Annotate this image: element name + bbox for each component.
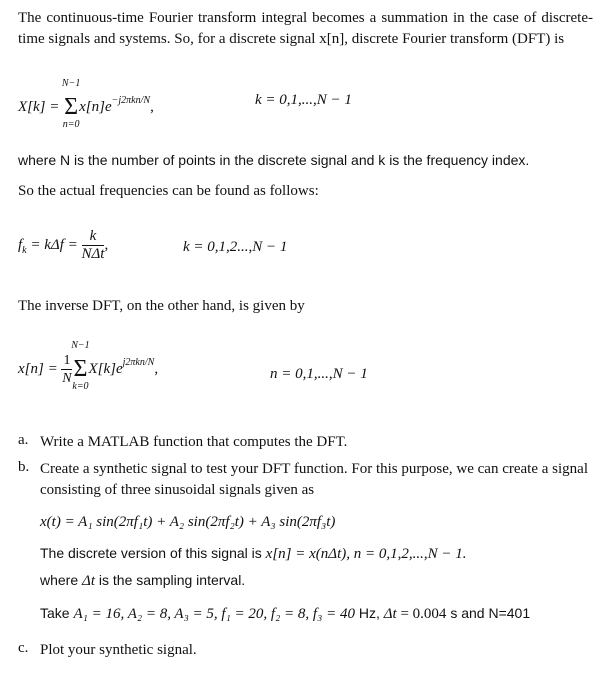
freq-range: k = 0,1,2...,N − 1 — [183, 239, 288, 255]
take-suffix: s and N=401 — [446, 605, 531, 621]
dft-tail: , — [150, 99, 154, 115]
discrete-eq: x[n] = x(nΔt), n = 0,1,2,...,N − 1. — [265, 546, 467, 562]
dft-body: x[n]e — [79, 99, 112, 115]
idft-num: 1 — [63, 353, 71, 368]
item-b-marker: b. — [18, 459, 30, 475]
idft-sum-top: N−1 — [71, 339, 90, 351]
take-units: Hz, — [354, 605, 384, 621]
take-dt: Δt — [383, 606, 397, 622]
take-line — [40, 605, 530, 623]
item-a-marker: a. — [18, 432, 29, 448]
freq-num: k — [82, 228, 105, 246]
intro-paragraph: The continuous-time Fourier transform integral becomes a summation in the case of discrete-time signals and systems. So, for a discrete signal x[n], discrete Fourier transform (DFT) is — [18, 10, 593, 47]
where-symbol: Δt — [82, 573, 96, 589]
inverse-intro: The inverse DFT, on the other hand, is given by — [18, 298, 305, 314]
freq-tail: , — [104, 236, 109, 253]
item-c-text: Plot your synthetic signal. — [40, 642, 197, 658]
discrete-prefix: The discrete version of this signal is — [40, 545, 266, 561]
dft-sum-top: N−1 — [61, 78, 81, 89]
where-prefix: where — [40, 572, 83, 588]
idft-exponent: j2πkn/N — [122, 356, 155, 368]
signal-equation: x(t) = A₁ sin(2πf₁t) + A₂ sin(2πf₂t) + A₃ sin(2πf₃t) — [40, 514, 336, 530]
idft-tail: , — [154, 360, 159, 377]
item-a-text: Write a MATLAB function that computes the DFT. — [40, 434, 348, 450]
item-c-marker: c. — [18, 640, 29, 656]
freq-intro: So the actual frequencies can be found as follows: — [18, 183, 319, 199]
dft-range: k = 0,1,...,N − 1 — [255, 92, 352, 108]
discrete-line — [40, 545, 466, 563]
dft-lhs: X[k] = — [18, 99, 64, 115]
take-prefix: Take — [40, 605, 74, 621]
idft-equation — [18, 339, 159, 392]
dft-sum-bottom: n=0 — [62, 119, 80, 130]
freq-sub: k — [22, 244, 27, 256]
where-paragraph: where N is the number of points in the discrete signal and k is the frequency index. — [18, 152, 530, 168]
freq-fraction — [82, 228, 105, 263]
idft-body: X[k]e — [88, 360, 123, 377]
take-values: A₁ = 16, A₂ = 8, A₃ = 5, f₁ = 20, f₂ = 8, f₃ = 40 — [73, 606, 355, 622]
freq-den: NΔt — [81, 246, 105, 262]
take-dt-value: = 0.004 — [396, 606, 447, 622]
idft-den: N — [62, 371, 72, 386]
freq-lhs: f — [18, 236, 23, 253]
dft-sum: N−1 Σ n=0 — [61, 78, 81, 130]
freq-mid: = kΔf = — [26, 236, 82, 253]
item-b-text: Create a synthetic signal to test your DFT function. For this purpose, we can create a signal consisting of three sinusoidal signals given as — [40, 461, 588, 498]
idft-sum-bottom: k=0 — [72, 380, 89, 392]
sampling-line — [40, 572, 245, 590]
idft-sum: N−1 Σ k=0 — [71, 339, 90, 392]
dft-equation — [18, 78, 154, 130]
idft-lhs: x[n] = — [18, 360, 62, 377]
dft-exponent: −j2πkn/N — [111, 95, 151, 106]
idft-range: n = 0,1,...,N − 1 — [270, 366, 368, 382]
idft-fraction — [61, 352, 72, 387]
where-suffix: is the sampling interval. — [95, 572, 246, 588]
freq-equation — [18, 228, 108, 263]
